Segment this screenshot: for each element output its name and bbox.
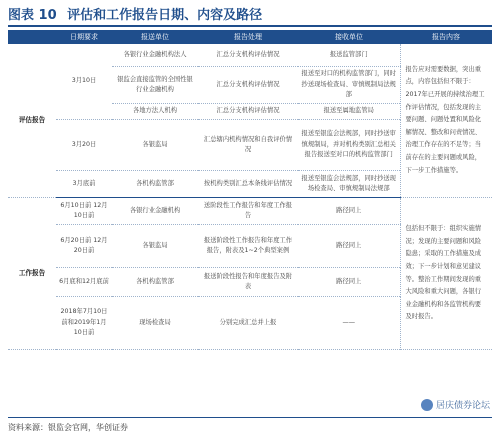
figure-title-text: 评估和工作报告日期、内容及路径 — [67, 8, 263, 23]
header-date: 日期要求 — [56, 30, 112, 44]
forum-logo-icon — [421, 399, 433, 411]
header-unit: 报送单位 — [112, 30, 198, 44]
receiver-cell: 路径同上 — [298, 225, 400, 268]
header-category — [8, 30, 56, 44]
receiver-cell: 报送至对口的机构监管部门，同时抄送现场检查局、审慎规制局法规部 — [298, 67, 400, 104]
process-cell: 汇总分支机构评估情况 — [198, 44, 298, 67]
header-receiver: 接收单位 — [298, 30, 400, 44]
content-cell: 报告应对需要数据，突出重点，内容包括但不限于：2017年已开展的持续治理工作评估情况，包括发现的主要问题、问题处置和风险化解情况、整改和问责情况、治理工作存在的不足等；当前存在的主要问题或风险，下一步工作措施等。 — [400, 44, 492, 198]
receiver-cell: —— — [298, 297, 400, 350]
watermark-text: 居庆债券论坛 — [435, 401, 490, 411]
category-cell: 评估报告 — [8, 44, 56, 198]
title-rule — [8, 25, 492, 27]
unit-cell: 各机构监管部 — [112, 268, 198, 297]
table-header-row — [8, 30, 492, 44]
bottom-rule — [8, 417, 492, 418]
process-cell: 报送阶段性报告和年度报告及附表 — [198, 268, 298, 297]
date-cell: 2018年7月10日前和2019年1月10日前 — [56, 297, 112, 350]
process-cell: 汇总分支机构评估情况 — [198, 104, 298, 120]
receiver-cell: 报送至银监会法规部，同时抄送审慎规制局，并对机构类别汇总相关报告报送至对口的机构监管部门 — [298, 120, 400, 171]
receiver-cell: 报送监管部门 — [298, 44, 400, 67]
process-cell: 汇总分支机构评估情况 — [198, 67, 298, 104]
unit-cell: 各银监局 — [112, 120, 198, 171]
source-note: 资料来源：银监会官网，华创证券 — [8, 423, 128, 432]
process-cell: 按机构类别汇总本条线评估情况 — [198, 171, 298, 198]
unit-cell: 各银行业金融机构法人 — [112, 44, 198, 67]
report-table — [8, 30, 492, 350]
date-cell: 3月20日 — [56, 120, 112, 171]
unit-cell: 现场检查局 — [112, 297, 198, 350]
content-cell: 包括但不限于：组织实施情况；发现的主要问题和风险隐患；采取的工作措施及成效；下一步计划和意见建议等。整治工作期间发现的重大风险和重大问题，各银行业金融机构和各监管机构要及时报告。 — [400, 198, 492, 350]
process-cell: 报送阶段性工作报告和年度工作报告，附表及1~2个典型案例 — [198, 225, 298, 268]
date-cell: 3月10日 — [56, 44, 112, 120]
figure-title — [8, 4, 262, 23]
header-content: 报告内容 — [400, 30, 492, 44]
date-cell: 6月底和12月底前 — [56, 268, 112, 297]
date-cell: 6月20日前 12月20日前 — [56, 225, 112, 268]
receiver-cell: 报送至银监会法规部，同时抄送现场检查局、审慎规制局法规部 — [298, 171, 400, 198]
unit-cell: 各机构监管部 — [112, 171, 198, 198]
receiver-cell: 路径同上 — [298, 198, 400, 225]
table-row — [8, 44, 492, 67]
unit-cell: 各银行业金融机构 — [112, 198, 198, 225]
process-cell: 分别完成汇总并上报 — [198, 297, 298, 350]
category-cell: 工作报告 — [8, 198, 56, 350]
process-cell: 送阶段性工作报告和年度工作报告 — [198, 198, 298, 225]
unit-cell: 银监会直接监管的全国性银行业金融机构 — [112, 67, 198, 104]
table-row — [8, 198, 492, 225]
date-cell: 6月10日前 12月10日前 — [56, 198, 112, 225]
date-cell: 3月底前 — [56, 171, 112, 198]
receiver-cell: 报送至属地监管局 — [298, 104, 400, 120]
process-cell: 汇总辖内机构情况和自我评价情况 — [198, 120, 298, 171]
figure-label: 图表 10 — [8, 8, 57, 23]
receiver-cell: 路径同上 — [298, 268, 400, 297]
watermark — [421, 398, 490, 411]
unit-cell: 各地方法人机构 — [112, 104, 198, 120]
header-process: 报告处理 — [198, 30, 298, 44]
unit-cell: 各银监局 — [112, 225, 198, 268]
